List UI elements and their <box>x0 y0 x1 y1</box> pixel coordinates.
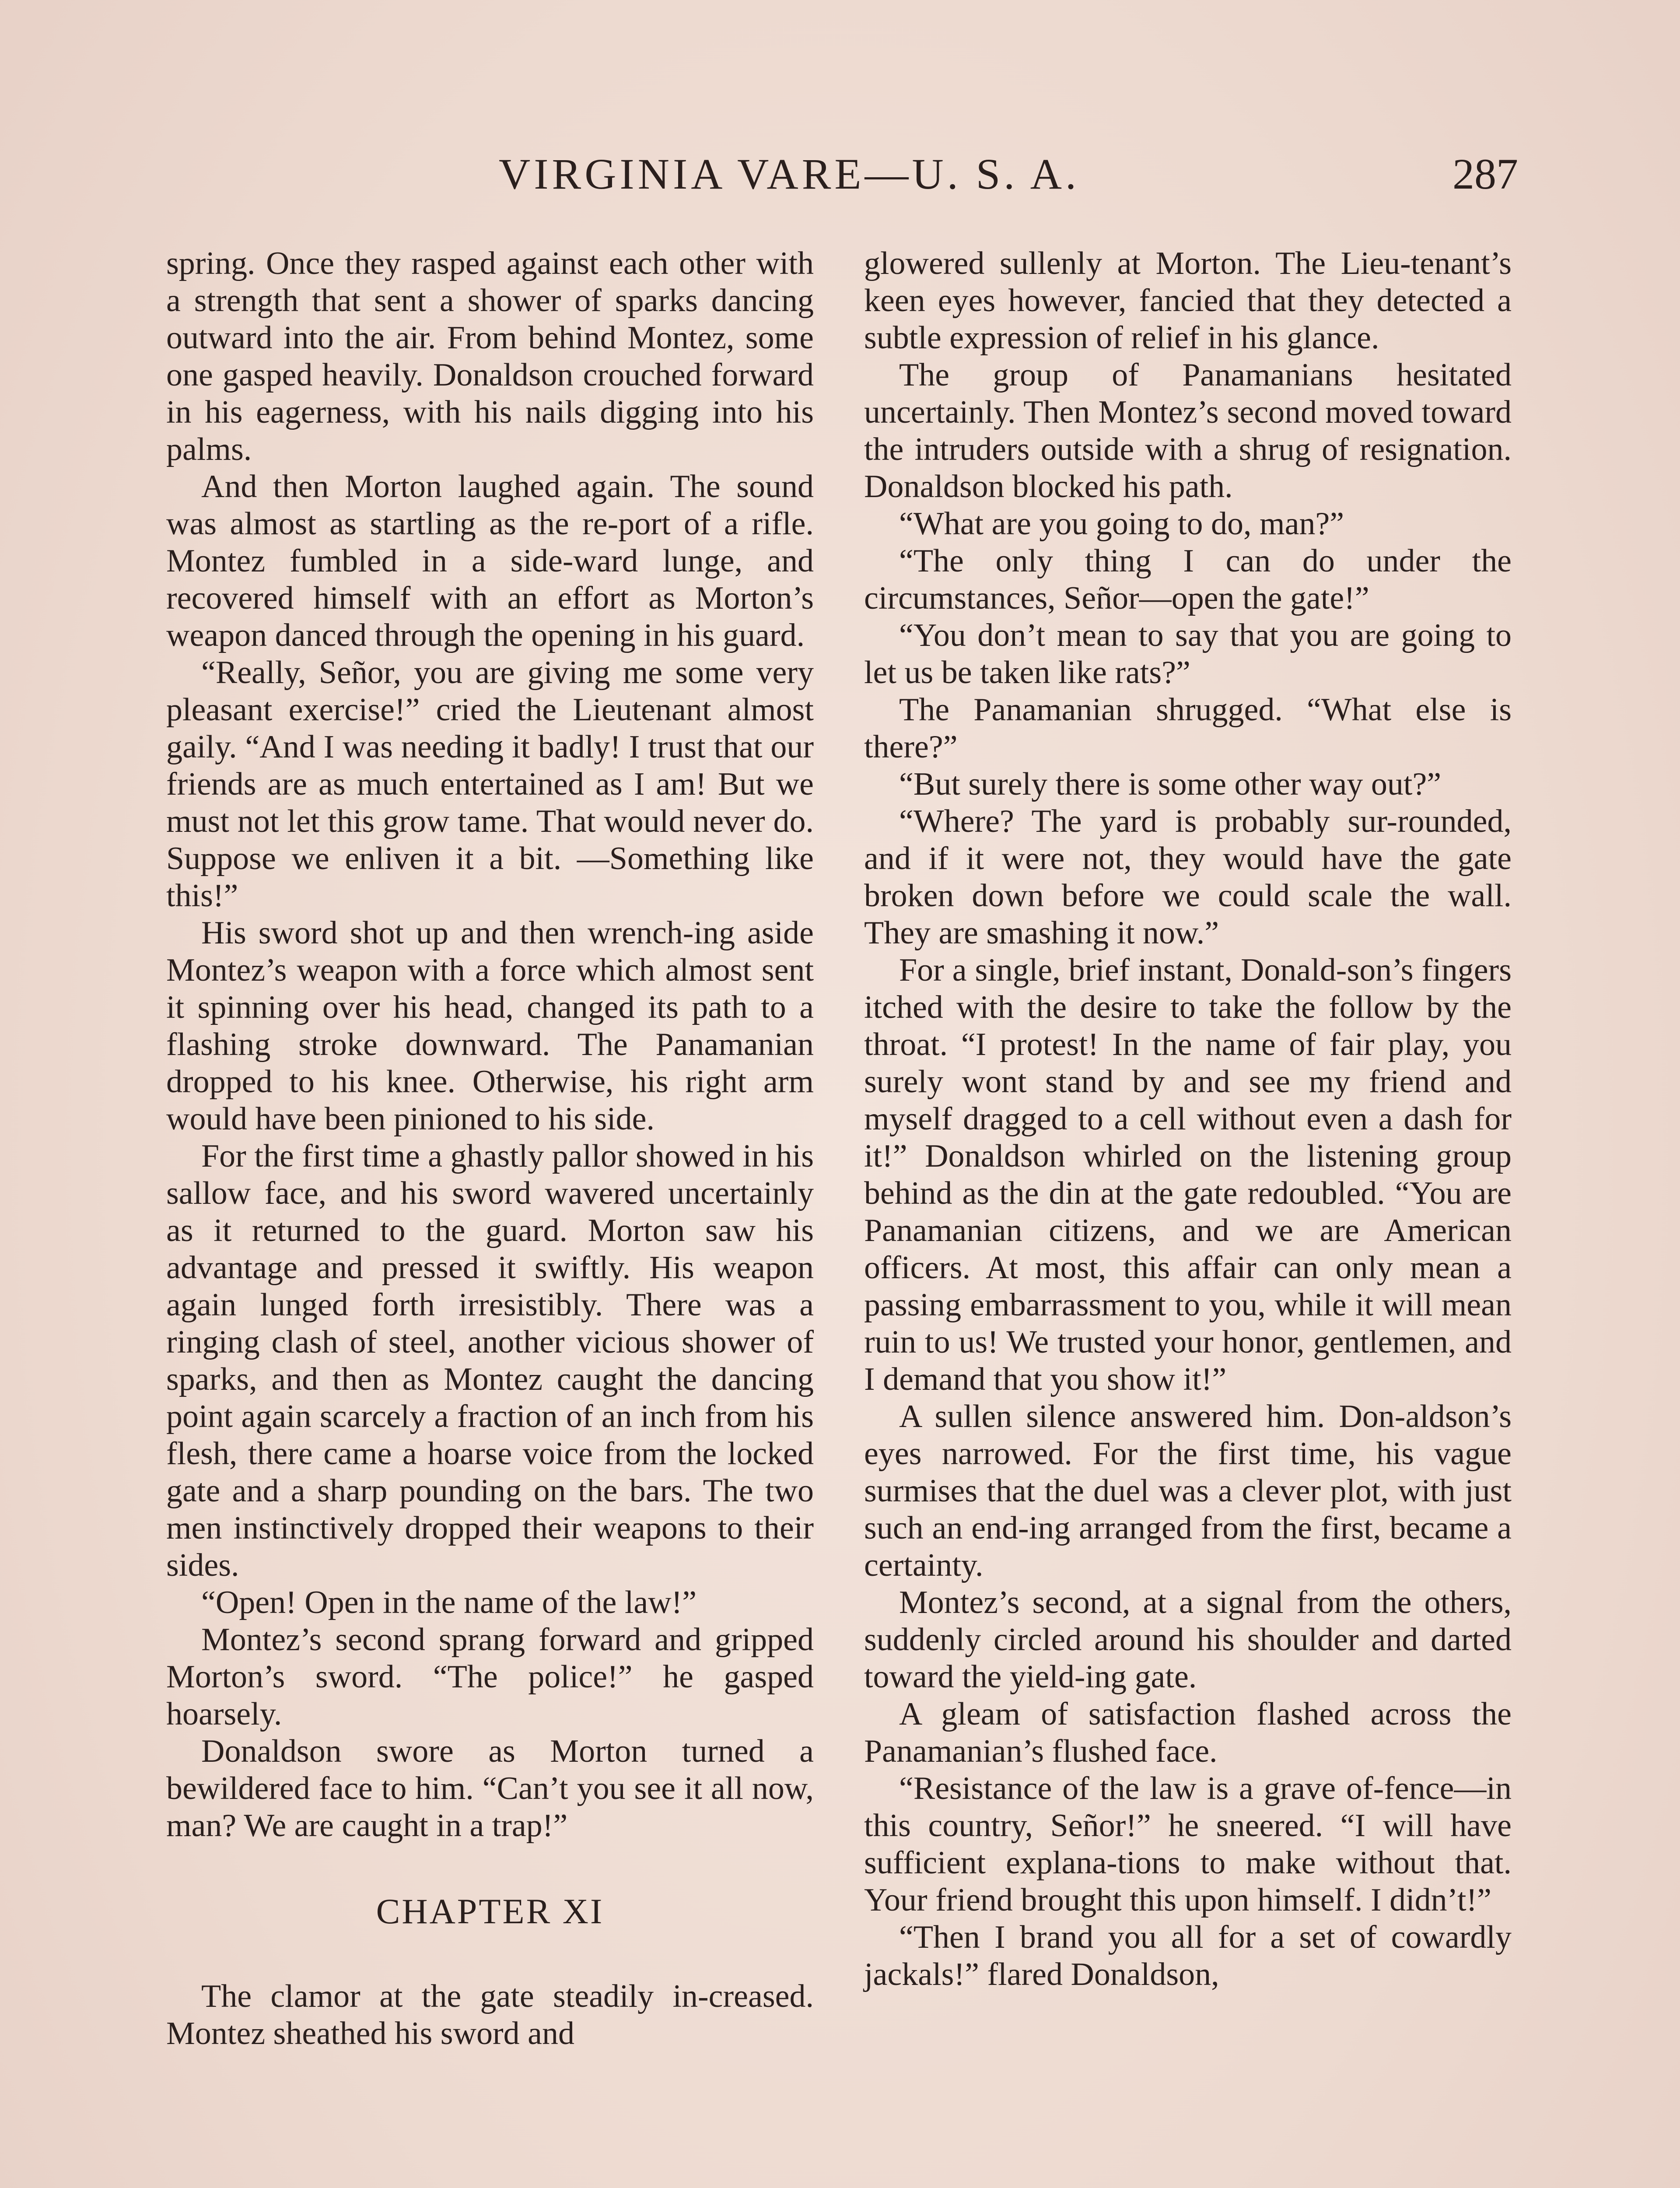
paragraph: And then Morton laughed again. The sound was almost as startling as the re-port of a rifle. Montez fumbled in a side-ward lunge, and recovered himself with an effort as Morton’s weapon danced through the opening in his guard. <box>166 469 814 653</box>
running-title: VIRGINIA VARE—U. S. A. <box>499 150 1080 198</box>
paragraph: “Then I brand you all for a set of cowardly jackals!” flared Donaldson, <box>864 1919 1512 1992</box>
paragraph: The clamor at the gate steadily in-creased. Montez sheathed his sword and <box>166 1978 814 2051</box>
paragraph: “Really, Señor, you are giving me some very pleasant exercise!” cried the Lieutenant almost gaily. “And I was needing it badly! I trust that our friends are as much entertained as I am! But we must not let this grow tame. That would never do. Suppose we enliven it a bit. —Something like this!” <box>166 655 814 914</box>
right-column <box>864 245 1512 1993</box>
page-number: 287 <box>1452 150 1518 198</box>
paragraph: “Open! Open in the name of the law!” <box>201 1585 697 1620</box>
page-header <box>166 131 1518 210</box>
left-column <box>166 245 814 2052</box>
paragraph: For a single, brief instant, Donald-son’s fingers itched with the desire to take the follow by the throat. “I protest! In the name of fair play, you surely wont stand by and see my friend and myself dragged to a cell without even a dash for it!” Donaldson whirled on the listening group behind as the din at the gate redoubled. “You are Panamanian citizens, and we are American officers. At most, this affair can only mean a passing embarrassment to you, while it will mean ruin to us! We trusted your honor, gentlemen, and I demand that you show it!” <box>864 952 1512 1397</box>
paragraph: “But surely there is some other way out?” <box>899 766 1442 802</box>
paragraph: “You don’t mean to say that you are going to let us be taken like rats?” <box>864 617 1512 691</box>
paragraph: “What are you going to do, man?” <box>899 506 1344 542</box>
paragraph: His sword shot up and then wrench-ing aside Montez’s weapon with a force which almost sent it spinning over his head, changed its path to a flashing stroke downward. The Panamanian dropped to his knee. Otherwise, his right arm would have been pinioned to his side. <box>166 915 814 1137</box>
paragraph: The Panamanian shrugged. “What else is there?” <box>864 692 1512 765</box>
chapter-heading: CHAPTER XI <box>376 1891 604 1931</box>
paragraph: glowered sullenly at Morton. The Lieu-tenant’s keen eyes however, fancied that they detected a subtle expression of relief in his glance. <box>864 245 1512 356</box>
paragraph: spring. Once they rasped against each other with a strength that sent a shower of sparks dancing outward into the air. From behind Montez, some one gasped heavily. Donaldson crouched forward in his eagerness, with his nails digging into his palms. <box>166 245 814 467</box>
paragraph: “Resistance of the law is a grave of-fence—in this country, Señor!” he sneered. “I will have sufficient explana-tions to make without that. Your friend brought this upon himself. I didn’t!” <box>864 1771 1512 1918</box>
paragraph: A sullen silence answered him. Don-aldson’s eyes narrowed. For the first time, his vague surmises that the duel was a clever plot, with just such an end-ing arranged from the first, became a certainty. <box>864 1399 1512 1583</box>
paragraph: “The only thing I can do under the circumstances, Señor—open the gate!” <box>864 543 1512 616</box>
paragraph: A gleam of satisfaction flashed across the Panamanian’s flushed face. <box>864 1696 1512 1769</box>
paragraph: The group of Panamanians hesitated uncertainly. Then Montez’s second moved toward the intruders outside with a shrug of resignation. Donaldson blocked his path. <box>864 357 1512 505</box>
paragraph: For the first time a ghastly pallor showed in his sallow face, and his sword wavered uncertainly as it returned to the guard. Morton saw his advantage and pressed it swiftly. His weapon again lunged forth irresistibly. There was a ringing clash of steel, another vicious shower of sparks, and then as Montez caught the dancing point again scarcely a fraction of an inch from his flesh, there came a hoarse voice from the locked gate and a sharp pounding on the bars. The two men instinctively dropped their weapons to their sides. <box>166 1138 814 1583</box>
paragraph: Montez’s second, at a signal from the others, suddenly circled around his shoulder and darted toward the yield-ing gate. <box>864 1585 1512 1695</box>
paragraph: “Where? The yard is probably sur-rounded, and if it were not, they would have the gate broken down before we could scale the wall. They are smashing it now.” <box>864 803 1512 951</box>
paragraph: Donaldson swore as Morton turned a bewildered face to him. “Can’t you see it all now, man? We are caught in a trap!” <box>166 1733 814 1844</box>
paragraph: Montez’s second sprang forward and gripped Morton’s sword. “The police!” he gasped hoarsely. <box>166 1622 814 1732</box>
